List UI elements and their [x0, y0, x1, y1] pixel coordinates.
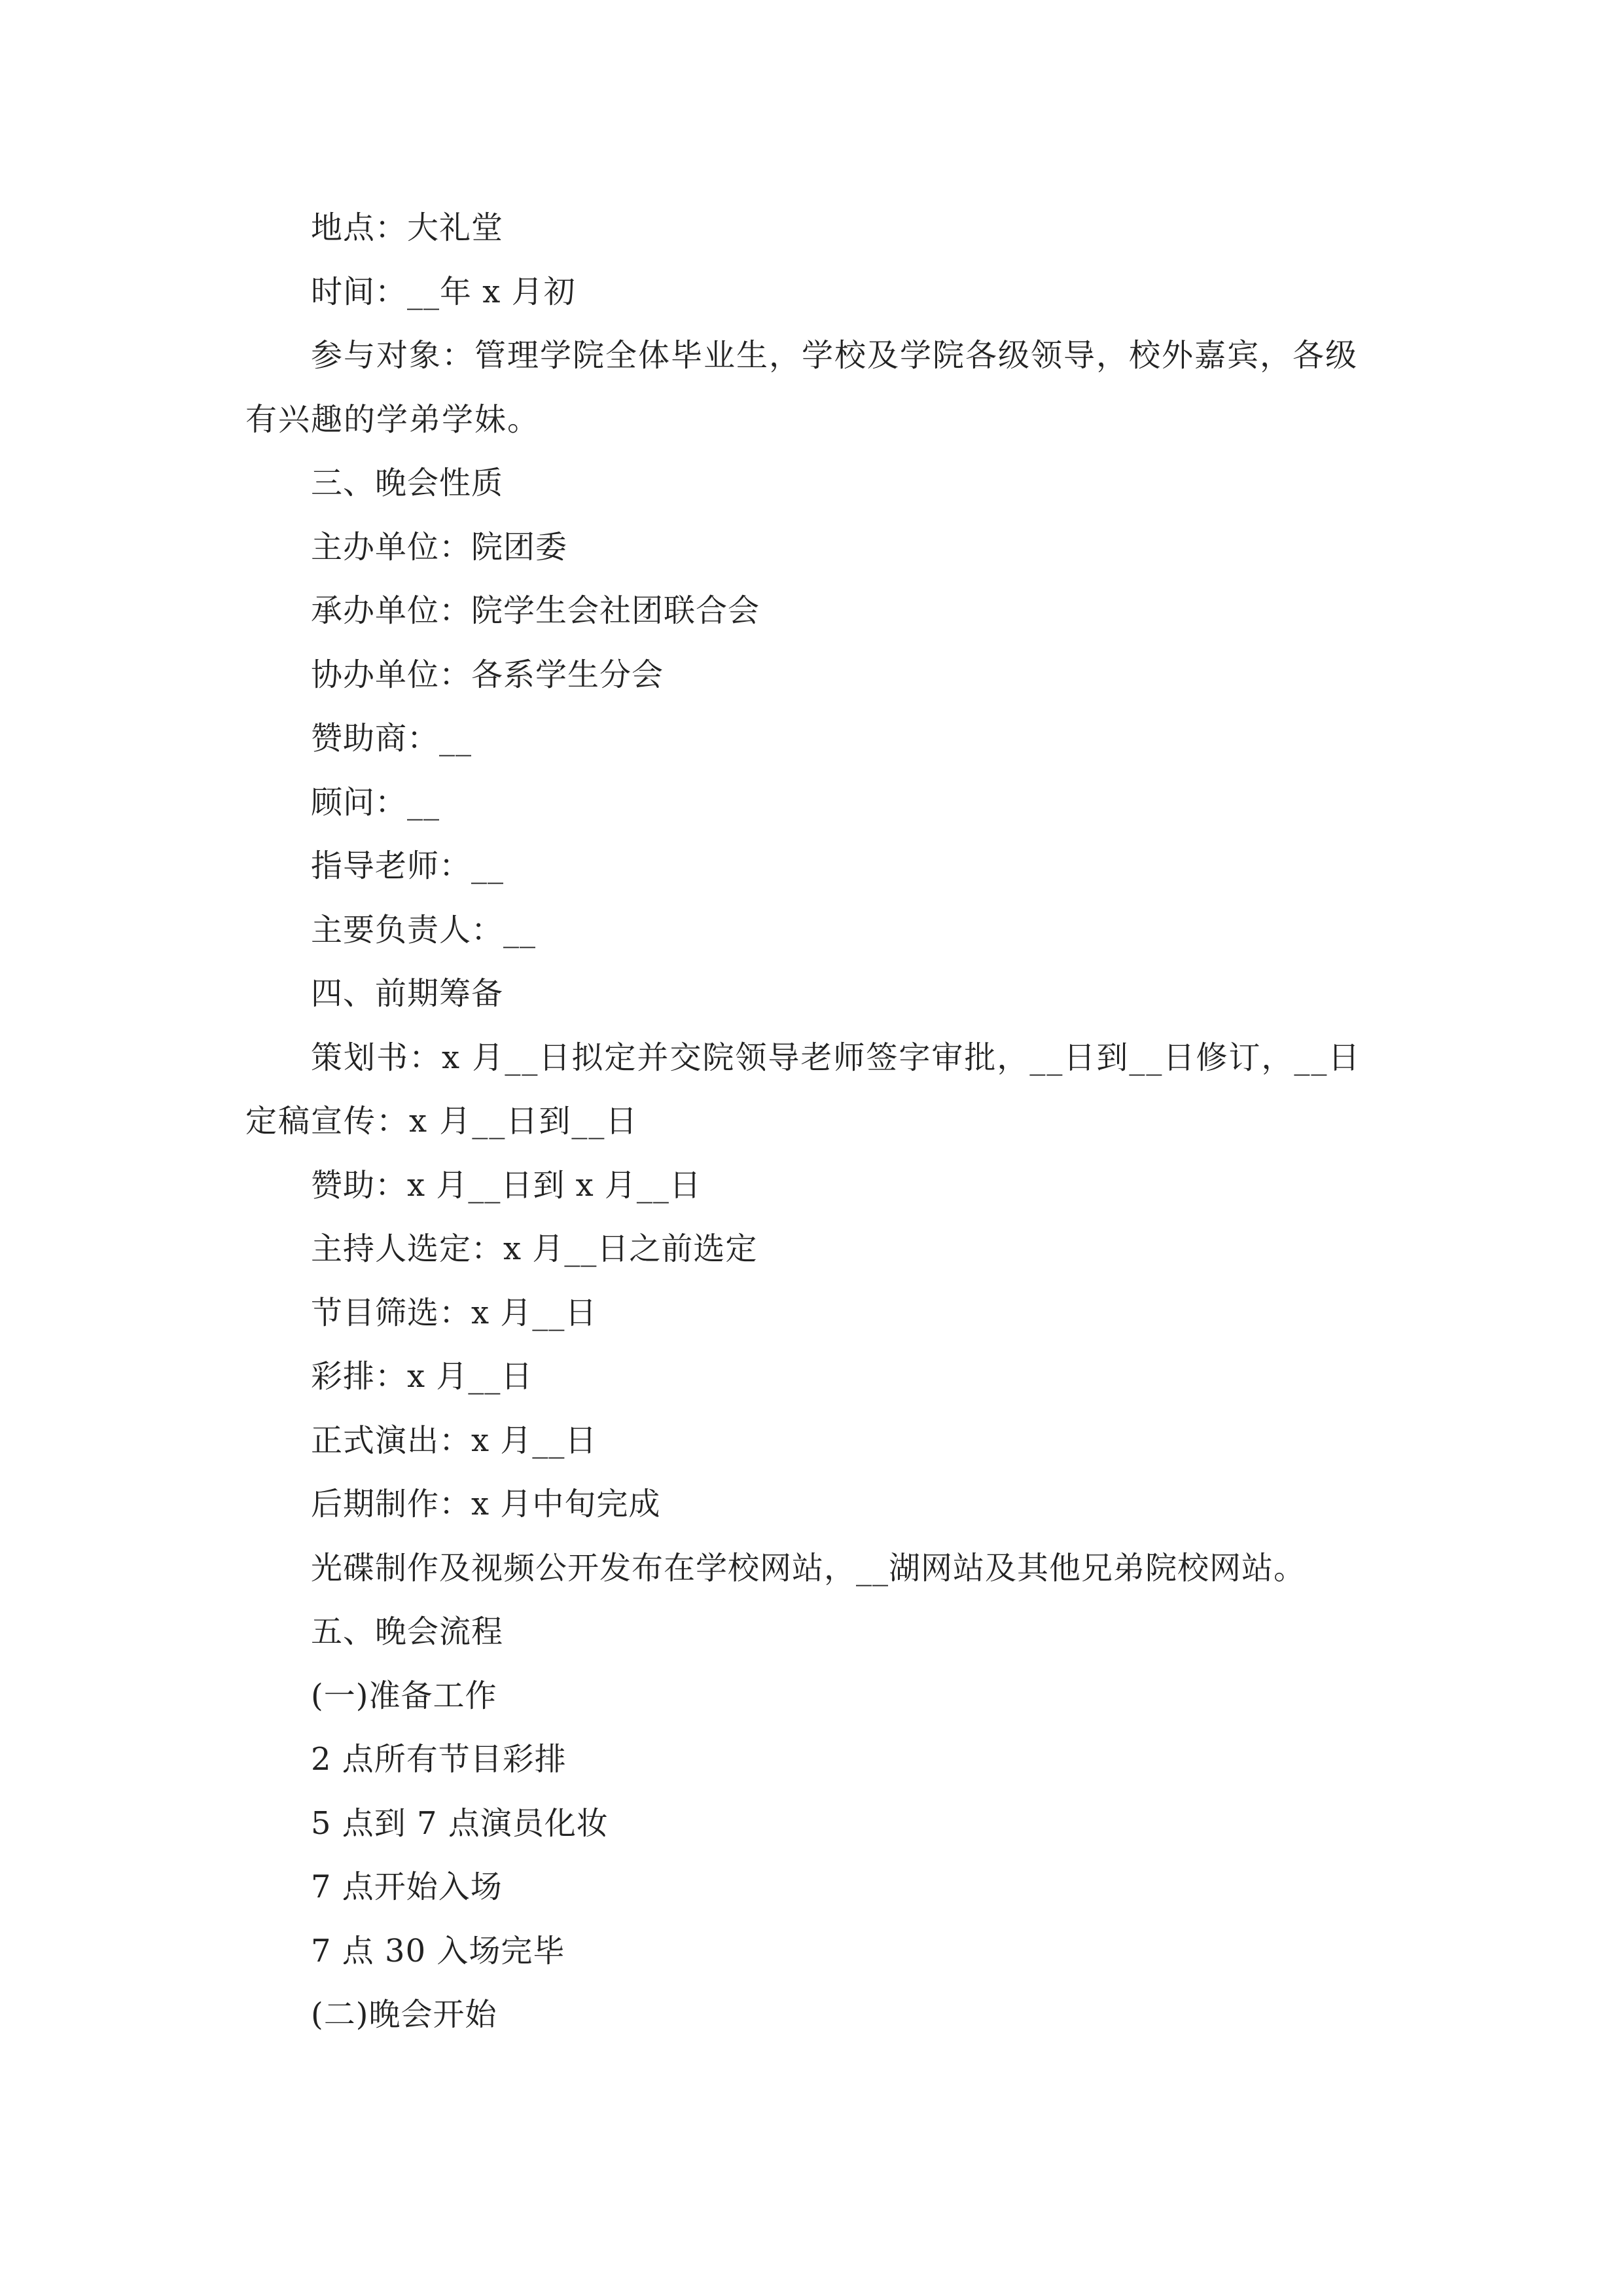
heading-section-3: 三、晚会性质 [311, 465, 504, 501]
schedule-item: 7 点开始入场 [311, 1869, 503, 1905]
schedule-item: 7 点 30 入场完毕 [311, 1932, 565, 1969]
paragraph-teacher: 指导老师：__ [311, 848, 505, 884]
paragraph-participants: 参与对象：管理学院全体毕业生，学校及学院各级领导，校外嘉宾，各级有兴趣的学弟学妹。 [245, 337, 1359, 438]
paragraph-host-selection: 主持人选定：x 月__日之前选定 [311, 1230, 758, 1267]
paragraph-rehearsal: 彩排：x 月__日 [311, 1358, 533, 1395]
schedule-item: 5 点到 7 点演员化妆 [311, 1804, 609, 1842]
heading-section-5: 五、晚会流程 [311, 1613, 504, 1650]
paragraph-publishing: 光碟制作及视频公开发布在学校网站，__湖网站及其他兄弟院校网站。 [311, 1549, 1306, 1587]
paragraph-host: 主办单位：院团委 [311, 528, 568, 565]
subheading-gala-start: (二)晚会开始 [311, 1996, 497, 2033]
subheading-preparation: (一)准备工作 [311, 1677, 497, 1714]
paragraph-organizer: 承办单位：院学生会社团联合会 [311, 592, 760, 629]
document-body [245, 196, 1378, 2047]
paragraph-proposal: 策划书：x 月__日拟定并交院领导老师签字审批，__日到__日修订，__日定稿宣传：x 月__日到__日 [245, 1039, 1361, 1139]
heading-section-4: 四、前期筹备 [311, 975, 504, 1012]
paragraph-sponsor: 赞助商：__ [311, 720, 473, 757]
schedule-item: 2 点所有节目彩排 [311, 1741, 567, 1778]
paragraph-time: 时间：__年 x 月初 [311, 273, 576, 310]
paragraph-co-organizer: 协办单位：各系学生分会 [311, 656, 664, 693]
paragraph-sponsorship: 赞助：x 月__日到 x 月__日 [311, 1166, 702, 1204]
paragraph-post-production: 后期制作：x 月中旬完成 [311, 1486, 661, 1522]
paragraph-lead: 主要负责人：__ [311, 911, 537, 948]
paragraph-program-screening: 节目筛选：x 月__日 [311, 1294, 597, 1331]
paragraph-advisor: 顾问：__ [311, 783, 440, 821]
paragraph-performance: 正式演出：x 月__日 [311, 1422, 597, 1459]
paragraph-location: 地点：大礼堂 [311, 209, 504, 246]
